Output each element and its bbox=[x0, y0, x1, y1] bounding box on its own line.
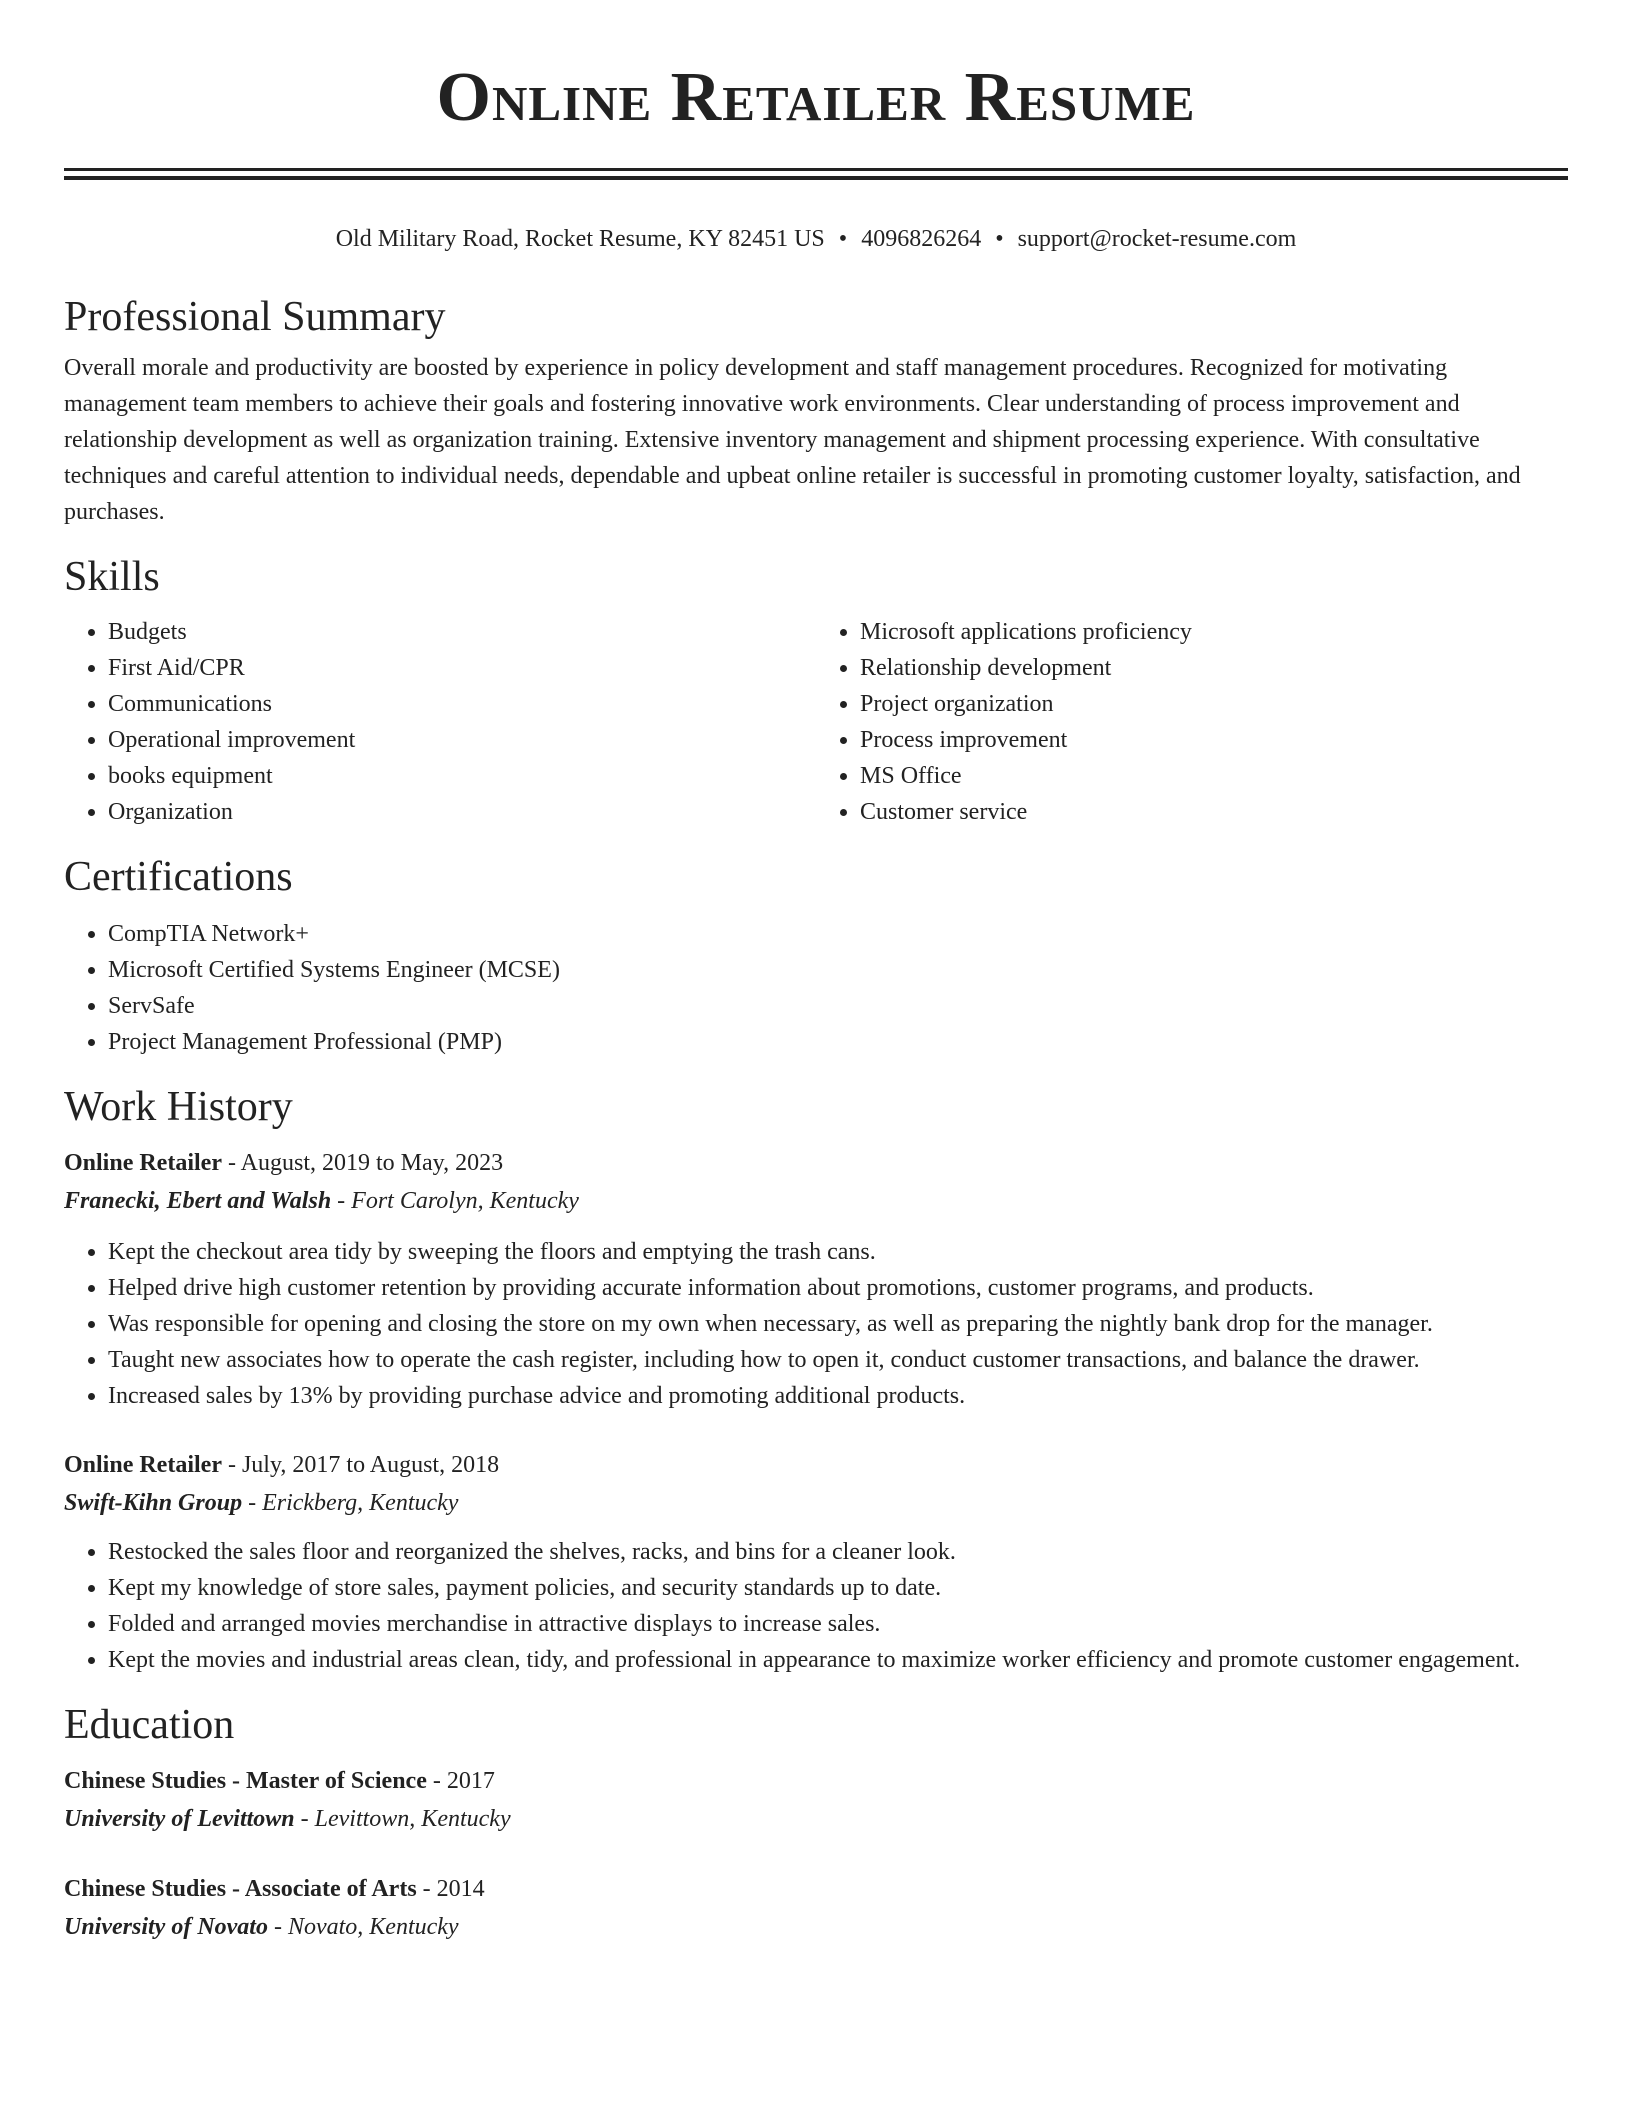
skill-item: • Communications bbox=[108, 686, 816, 722]
job-header bbox=[64, 1144, 1568, 1182]
skill-item: • First Aid/CPR bbox=[108, 650, 816, 686]
education-school-line bbox=[64, 1800, 1568, 1838]
job-company-line bbox=[64, 1484, 1568, 1522]
page-title: Online Retailer Resume bbox=[436, 59, 1196, 136]
job-entry bbox=[64, 1446, 1568, 1678]
skill-item: • Operational improvement bbox=[108, 722, 816, 758]
skill-item: • Customer service bbox=[860, 794, 1568, 830]
contact-address: Old Military Road, Rocket Resume, KY 82451 US bbox=[335, 226, 825, 252]
duty-item: • Kept my knowledge of store sales, payment policies, and security standards up to date. bbox=[108, 1570, 1568, 1606]
job-dates: July, 2017 to August, 2018 bbox=[241, 1452, 500, 1478]
education-entry bbox=[64, 1870, 1568, 1946]
education-degree: Chinese Studies - Associate of Arts bbox=[64, 1876, 417, 1902]
education-school: University of Novato bbox=[64, 1914, 268, 1940]
title-divider bbox=[64, 168, 1568, 180]
dash: - bbox=[227, 1452, 236, 1478]
certifications-list bbox=[64, 916, 1568, 1060]
skills-column-left bbox=[64, 614, 816, 830]
job-title: Online Retailer bbox=[64, 1150, 222, 1176]
summary-heading: Professional Summary bbox=[64, 294, 446, 340]
education-year: 2014 bbox=[436, 1876, 485, 1902]
job-company: Swift-Kihn Group bbox=[64, 1490, 243, 1516]
education-heading: Education bbox=[64, 1702, 235, 1748]
education-location: Levittown, Kentucky bbox=[314, 1806, 511, 1832]
job-location: Fort Carolyn, Kentucky bbox=[351, 1188, 579, 1214]
dash: - bbox=[248, 1490, 257, 1516]
duty-item: • Kept the movies and industrial areas clean, tidy, and professional in appearance to maximize worker efficiency and promote customer engagement. bbox=[108, 1642, 1568, 1678]
skills-list bbox=[64, 614, 1568, 830]
contact-phone: 4096826264 bbox=[861, 226, 982, 252]
skill-item: • books equipment bbox=[108, 758, 816, 794]
duty-item: • Increased sales by 13% by providing purchase advice and promoting additional products. bbox=[108, 1378, 1568, 1414]
contact-separator: • bbox=[995, 226, 1004, 252]
skill-item: • Relationship development bbox=[860, 650, 1568, 686]
job-duties bbox=[64, 1534, 1568, 1678]
job-dates: August, 2019 to May, 2023 bbox=[240, 1150, 504, 1176]
work-history-heading: Work History bbox=[64, 1084, 293, 1130]
job-title: Online Retailer bbox=[64, 1452, 222, 1478]
certification-item: • ServSafe bbox=[108, 988, 1568, 1024]
certification-item: • Microsoft Certified Systems Engineer (MCSE) bbox=[108, 952, 1568, 988]
job-location: Erickberg, Kentucky bbox=[262, 1490, 459, 1516]
duty-item: • Kept the checkout area tidy by sweeping the floors and emptying the trash cans. bbox=[108, 1234, 1568, 1270]
contact-separator: • bbox=[838, 226, 848, 252]
education-degree: Chinese Studies - Master of Science bbox=[64, 1768, 427, 1794]
duty-item: • Helped drive high customer retention by providing accurate information about promotions, customer programs, and products. bbox=[108, 1270, 1568, 1306]
education-header bbox=[64, 1870, 1568, 1908]
job-company: Franecki, Ebert and Walsh bbox=[64, 1188, 332, 1214]
contact-line bbox=[64, 224, 1568, 254]
certification-item: • CompTIA Network+ bbox=[108, 916, 1568, 952]
skill-item: • Microsoft applications proficiency bbox=[860, 614, 1568, 650]
education-location: Novato, Kentucky bbox=[287, 1914, 459, 1940]
skill-item: • Organization bbox=[108, 794, 816, 830]
duty-item: • Was responsible for opening and closing the store on my own when necessary, as well as preparing the nightly bank drop for the manager. bbox=[108, 1306, 1568, 1342]
skills-heading: Skills bbox=[64, 554, 160, 600]
dash: - bbox=[227, 1150, 236, 1176]
dash: - bbox=[337, 1188, 346, 1214]
duty-item: • Folded and arranged movies merchandise in attractive displays to increase sales. bbox=[108, 1606, 1568, 1642]
education-header bbox=[64, 1762, 1568, 1800]
skill-item: • Budgets bbox=[108, 614, 816, 650]
skills-column-right bbox=[816, 614, 1568, 830]
certifications-heading: Certifications bbox=[64, 854, 293, 900]
contact-email: support@rocket-resume.com bbox=[1017, 226, 1297, 252]
dash: - bbox=[422, 1876, 431, 1902]
dash: - bbox=[273, 1914, 282, 1940]
skill-item: • MS Office bbox=[860, 758, 1568, 794]
dash: - bbox=[300, 1806, 309, 1832]
job-entry bbox=[64, 1144, 1568, 1414]
education-school-line bbox=[64, 1908, 1568, 1946]
skill-item: • Project organization bbox=[860, 686, 1568, 722]
job-header bbox=[64, 1446, 1568, 1484]
summary-text: Overall morale and productivity are boosted by experience in policy development and staff management procedures. Recognized for motivating management team members to achieve their goals and fostering innovative work environments. Clear understanding of process improvement and relationship development as well as organization training. Extensive inventory management and shipment processing experience. With consultative techniques and careful attention to individual needs, dependable and upbeat online retailer is successful in promoting customer loyalty, satisfaction, and purchases. bbox=[64, 355, 1521, 525]
certification-item: • Project Management Professional (PMP) bbox=[108, 1024, 1568, 1060]
job-duties bbox=[64, 1234, 1568, 1414]
duty-item: • Restocked the sales floor and reorganized the shelves, racks, and bins for a cleaner look. bbox=[108, 1534, 1568, 1570]
job-company-line bbox=[64, 1182, 1568, 1220]
duty-item: • Taught new associates how to operate the cash register, including how to open it, conduct customer transactions, and balance the drawer. bbox=[108, 1342, 1568, 1378]
dash: - bbox=[432, 1768, 441, 1794]
education-year: 2017 bbox=[446, 1768, 495, 1794]
education-entry bbox=[64, 1762, 1568, 1838]
skill-item: • Process improvement bbox=[860, 722, 1568, 758]
education-school: University of Levittown bbox=[64, 1806, 295, 1832]
